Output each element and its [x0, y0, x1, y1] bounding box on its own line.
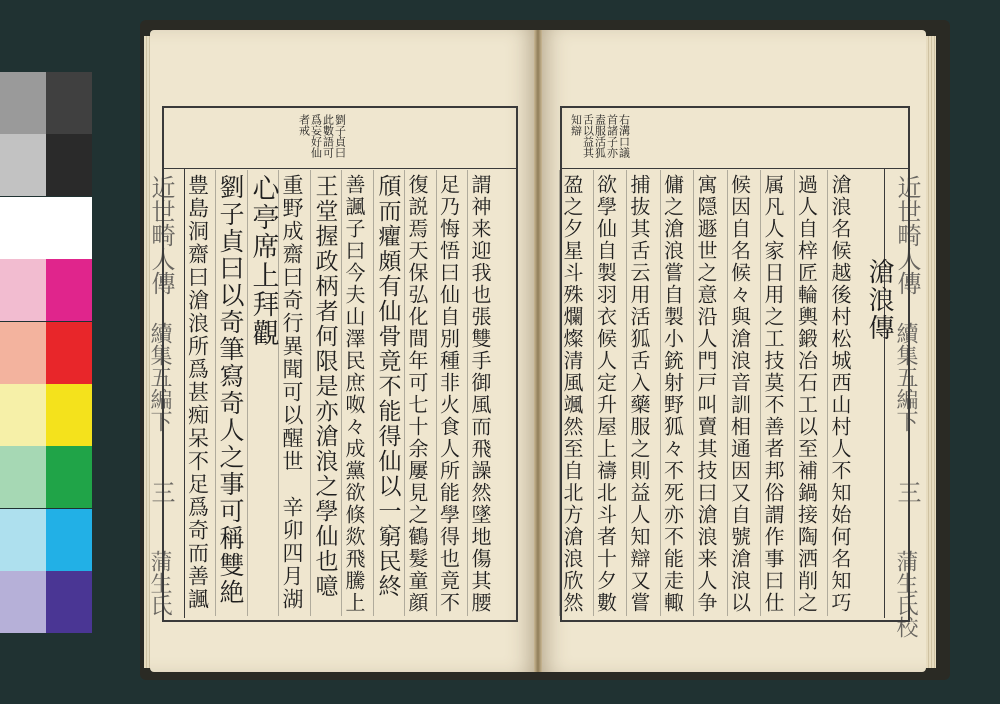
color-chip [0, 197, 46, 259]
header-rule [162, 168, 518, 169]
column-rule [827, 170, 828, 616]
color-chip [46, 134, 92, 196]
color-chip [0, 509, 46, 571]
column-rule [693, 170, 694, 616]
running-title: 近世畸人傳 [147, 175, 175, 295]
gutter [534, 30, 542, 672]
column-rule [404, 170, 405, 616]
color-chip [46, 384, 92, 446]
column-rule [626, 170, 627, 616]
right-page [538, 30, 926, 672]
color-chip [0, 259, 46, 321]
header-note-line: 舌以益其 [581, 114, 595, 158]
header-note-line: 知辯 [569, 114, 583, 136]
column-rule [467, 170, 468, 616]
running-title: 近世畸人傳 [893, 175, 921, 295]
header-note-line: 首諸子亦 [605, 114, 619, 158]
header-note-line: 爲妄好仙 [309, 114, 323, 158]
text-column: 欲學仙自製羽衣候人定升屋上禱北斗者十夕數 [593, 174, 618, 614]
text-column: 捕抜其舌云用活狐舌入藥服之則益人知辯又嘗 [627, 174, 651, 614]
text-column: 傭之滄浪嘗自製小銃射野狐々不死亦不能走輙 [660, 174, 685, 614]
text-column: 重野成齋曰奇行異聞可以醒世 辛卯四月湖 [280, 174, 304, 611]
column-rule [559, 170, 560, 616]
color-checker [0, 72, 92, 634]
text-column: 過人自梓匠輪輿鍛冶石工以至補鍋接陶洒削之 [794, 174, 819, 614]
color-chip [46, 322, 92, 384]
left-page [147, 30, 538, 672]
volume-label: 續集五編下 [147, 322, 172, 432]
color-chip [0, 571, 46, 633]
column-rule [660, 170, 661, 616]
column-rule [436, 170, 437, 616]
column-rule [247, 170, 248, 616]
column-rule [184, 170, 185, 616]
text-column: 属凡人家日用之工技莫不善者邦俗謂作事曰仕 [761, 174, 785, 614]
text-column: 候因自名候々與滄浪音訓相通因又自號滄浪以 [727, 174, 752, 614]
column-rule [215, 170, 216, 616]
text-column: 復説焉天保弘化間年可七十余屢見之鶴髮童顔 [405, 174, 429, 614]
text-column: 頎而癯頗有仙骨竟不能得仙以一窮民終 [374, 174, 401, 599]
header-note-line: 盍服活狐 [593, 114, 607, 158]
color-chip [46, 571, 92, 633]
column-rule [341, 170, 342, 616]
text-column: 寓隠遯世之意沿人門戸叫賣其技曰滄浪来人争 [694, 174, 718, 614]
header-note-line: 者戒 [297, 114, 311, 136]
text-column: 謂神来迎我也張雙手御風而飛譟然墜地傷其腰 [468, 174, 492, 614]
text-column: 王堂握政柄者何限是亦滄浪之學仙也噫 [311, 174, 338, 599]
column-rule [593, 170, 594, 616]
text-column: 盈之夕星斗殊爛燦清風颯然至自北方滄浪欣然 [560, 174, 584, 614]
column-rule [310, 170, 311, 616]
text-column: 劉子貞曰以奇筆寫奇人之事可稱雙絶 [216, 174, 245, 606]
folio-number: 三 [147, 480, 175, 504]
column-rule [373, 170, 374, 616]
volume-label: 續集五編下 [893, 322, 918, 432]
color-chip [0, 72, 46, 134]
color-chip [46, 72, 92, 134]
color-chip [46, 197, 92, 259]
publisher-mark: 蒲生氏校 [893, 550, 918, 638]
text-column: 滄浪名候越後村松城西山村人不知始何名知巧 [828, 174, 852, 614]
header-note-line: 右溝口議 [617, 114, 631, 158]
column-rule [727, 170, 728, 616]
color-chip [46, 446, 92, 508]
header-rule [560, 168, 908, 169]
header-note-line: 劉子貞曰 [333, 114, 347, 158]
color-chip [0, 384, 46, 446]
folio-number: 三 [893, 480, 921, 504]
color-chip [0, 322, 46, 384]
color-chip [46, 259, 92, 321]
text-column: 善諷子曰今夫山澤民庶呶々成黨欲倏欻飛騰上 [342, 174, 366, 614]
header-note-line: 此數語可 [321, 114, 335, 158]
column-rule [794, 170, 795, 616]
column-rule [760, 170, 761, 616]
text-column: 心亭席上拜觀 [247, 174, 279, 348]
text-column: 足乃悔悟曰仙自別種非火食人所能學得也竟不 [436, 174, 461, 614]
color-chip [0, 446, 46, 508]
biography-title: 滄浪傳 [864, 258, 894, 342]
color-chip [0, 134, 46, 196]
publisher-mark: 蒲生氏 [147, 550, 172, 616]
text-column: 豊島洞齋曰滄浪所爲甚痴呆不足爲奇而善諷 [185, 174, 210, 611]
color-chip [46, 509, 92, 571]
